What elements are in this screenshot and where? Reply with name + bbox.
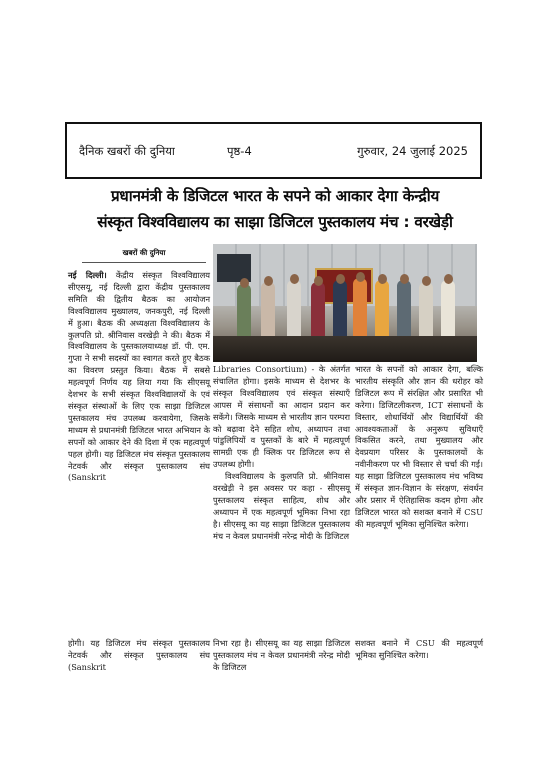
photo-person bbox=[441, 280, 455, 340]
photo-person-head bbox=[400, 274, 409, 284]
news-photo bbox=[213, 244, 477, 362]
headline bbox=[68, 183, 482, 235]
article-column-2-continuation: निभा रहा है। सीएसयू का यह साझा डिजिटल पुस्तकालय मंच न केवल प्रधानमंत्री नरेन्द्र मोदी के डिजिटल bbox=[213, 638, 350, 672]
photo-person-head bbox=[422, 276, 431, 286]
article-column-2 bbox=[213, 364, 350, 543]
photo-person bbox=[237, 284, 251, 340]
photo-person-head bbox=[378, 274, 387, 284]
photo-person bbox=[333, 280, 347, 340]
byline: खबरों की दुनिया bbox=[82, 248, 206, 263]
article-column-3 bbox=[355, 364, 483, 531]
column-3-text: भारत के सपनों को आकार देगा, बल्कि भारतीय संस्कृति और ज्ञान की धरोहर को डिजिटल रूप में संरक्षित और प्रसारित भी करेगा। डिजिटलीकरण, ICT संसाधनों के विस्तार, शोधार्थियों और विद्यार्थियों की आवश्यकताओं के अनुरूप सुविधाएँ विकसित करने, तथा मुख्यालय और देवप्रयाग परिसर के पुस्तकालयों के नवीनीकरण पर भी विस्तार से चर्चा की गई। यह साझा डिजिटल पुस्तकालय मंच भविष्य में संस्कृत ज्ञान-विज्ञान के संरक्षण, संवर्धन और प्रसार में ऐतिहासिक कदम होगा और डिजिटल भारत को सशक्त बनाने में CSU की महत्वपूर्ण भूमिका सुनिश्चित करेगा। bbox=[355, 364, 483, 529]
photo-person bbox=[287, 280, 301, 340]
column-2-paragraph-1: Libraries Consortium) - के अंतर्गत संचालित होगा। इसके माध्यम से देशभर के संस्कृत विश्वविद्यालय एवं संस्कृत संस्थाएँ आपस में संसाधनों का आदान प्रदान कर सकेंगे। जिसके माध्यम से भारतीय ज्ञान परम्परा को बढ़ावा देने सहित शोध, अध्यापन तथा पांडुलिपियों व पुस्तकों के बारे में महत्वपूर्ण सामग्री एक ही क्लिक पर डिजिटल रूप से उपलब्ध होगी। bbox=[213, 364, 350, 470]
article-column-1-continuation: होगी। यह डिजिटल मंच संस्कृत पुस्तकालय नेटवर्क और संस्कृत पुस्तकालय संघ (Sanskrit bbox=[68, 638, 210, 672]
article-column-3-continuation: सशक्त बनाने में CSU की महत्वपूर्ण भूमिका सुनिश्चित करेगा। bbox=[355, 638, 483, 660]
column-1-text: केंद्रीय संस्कृत विश्वविद्यालय सीएसयू, नई दिल्ली द्वारा केंद्रीय पुस्तकालय समिति की द्वितीय बैठक का आयोजन विश्वविद्यालय मुख्यालय, जनकपुरी, नई दिल्ली में हुआ। बैठक की अध्यक्षता विश्वविद्यालय के कुलपति प्रो. श्रीनिवास वरखेड़ी ने की। बैठक में विश्वविद्यालय के पुस्तकालयाध्यक्ष डॉ. पी. एम. गुप्ता ने सभी सदस्यों का स्वागत करते हुए बैठक का विवरण प्रस्तुत किया। बैठक में सबसे महत्वपूर्ण निर्णय यह लिया गया कि सीएसयू देशभर के सभी संस्कृत विश्वविद्यालयों के एवं संस्कृत संस्थाओं के लिए एक साझा डिजिटल पुस्तकालय मंच उपलब्ध करवायेगा, जिसके माध्यम से प्रधानमंत्री डिजिटल भारत अभियान के सपनों को आकार देने की दिशा में एक महत्वपूर्ण पहल होगी। यह डिजिटल मंच संस्कृत पुस्तकालय नेटवर्क और संस्कृत पुस्तकालय संघ (Sanskrit bbox=[68, 270, 210, 483]
article-column-1 bbox=[68, 270, 210, 484]
photo-person-head bbox=[290, 274, 299, 284]
photo-person-head bbox=[314, 276, 323, 286]
photo-person-head bbox=[336, 274, 345, 284]
dateline: नई दिल्ली। bbox=[68, 270, 107, 280]
photo-person-head bbox=[264, 276, 273, 286]
photo-person bbox=[353, 278, 367, 340]
photo-person bbox=[375, 280, 389, 340]
photo-person bbox=[261, 282, 275, 340]
photo-person bbox=[397, 280, 411, 340]
photo-person-head bbox=[444, 274, 453, 284]
headline-line-2: संस्कृत विश्वविद्यालय का साझा डिजिटल पुस्तकालय मंच : वरखेड़ी bbox=[97, 213, 453, 231]
masthead bbox=[65, 122, 482, 179]
photo-table bbox=[213, 336, 477, 362]
photo-person-head bbox=[356, 272, 365, 282]
photo-person-head bbox=[240, 278, 249, 288]
issue-date: गुरुवार, 24 जुलाई 2025 bbox=[357, 144, 468, 158]
headline-line-1: प्रधानमंत्री के डिजिटल भारत के सपने को आकार देगा केन्द्रीय bbox=[110, 187, 440, 205]
page-number: पृष्ठ-4 bbox=[227, 144, 252, 158]
paper-name: दैनिक खबरों की दुनिया bbox=[79, 144, 175, 158]
column-2-paragraph-2: विश्वविद्यालय के कुलपति प्रो. श्रीनिवास वरखेड़ी ने इस अवसर पर कहा - सीएसयू पुस्तकालय संस्कृत साहित्य, शोध और अध्यापन में एक महत्वपूर्ण भूमिका निभा रहा है। सीएसयू का यह साझा डिजिटल पुस्तकालय मंच न केवल प्रधानमंत्री नरेन्द्र मोदी के डिजिटल bbox=[213, 471, 350, 541]
photo-person bbox=[311, 282, 325, 340]
photo-person bbox=[419, 282, 433, 340]
